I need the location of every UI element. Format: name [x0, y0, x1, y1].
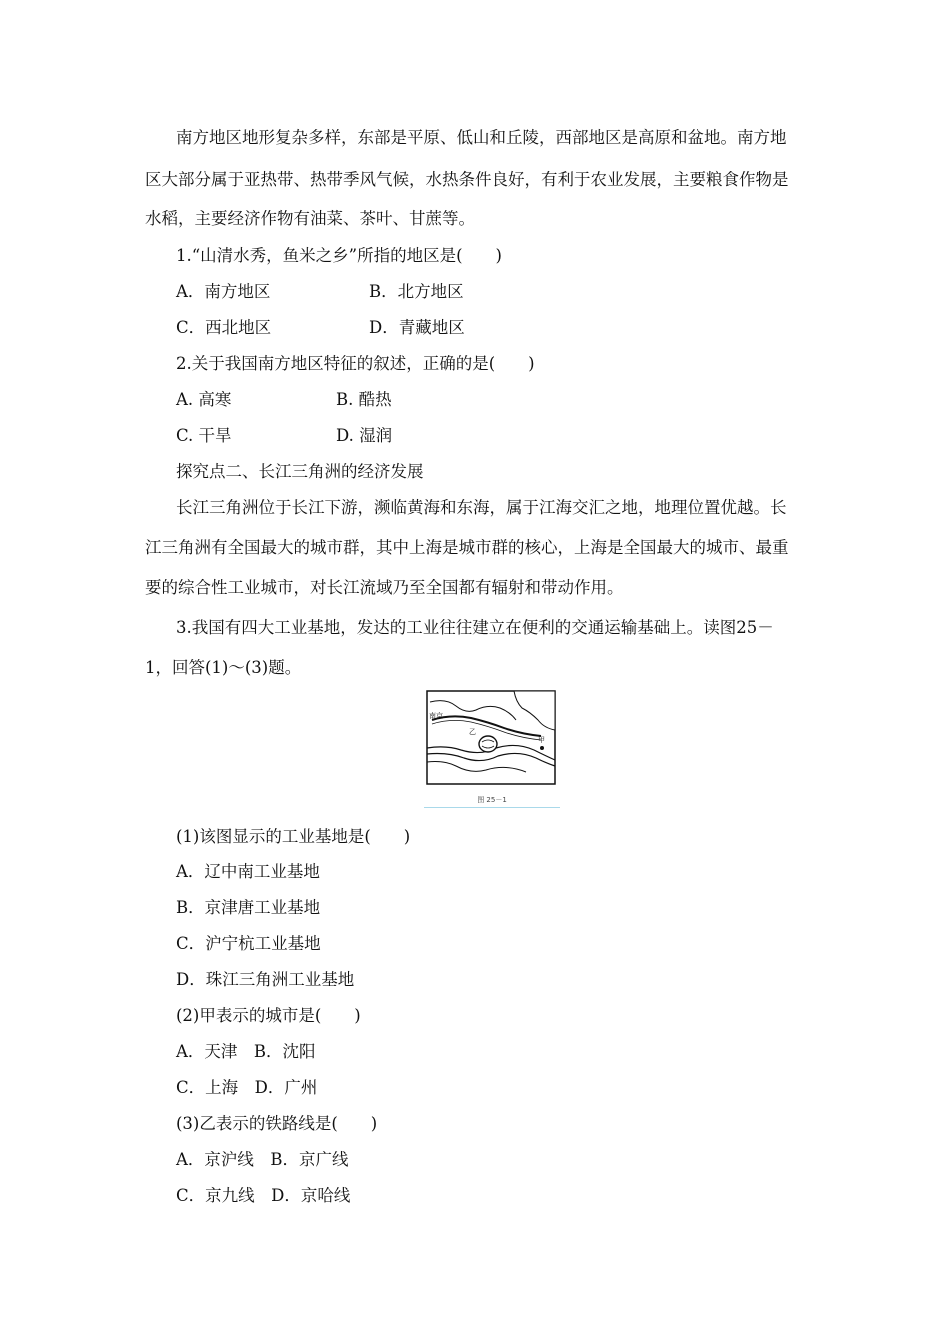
section-heading: 探究点二、长江三角洲的经济发展 [176, 462, 424, 481]
question-3-stem-line-2: 1，回答(1)～(3)题。 [145, 658, 302, 677]
sub-question-1-option-b: B．京津唐工业基地 [176, 898, 321, 917]
question-1-option-b: B．北方地区 [369, 282, 464, 301]
question-2-option-a: A. 高寒 [176, 390, 232, 409]
question-2-option-d: D. 湿润 [336, 426, 393, 445]
caption-rule [424, 807, 560, 808]
question-1-option-a: A．南方地区 [176, 282, 271, 301]
yangtze-delta-map-figure [426, 690, 556, 785]
city-jia-marker [540, 746, 544, 750]
question-1-stem: 1.“山清水秀，鱼米之乡”所指的地区是( ) [176, 246, 502, 265]
sub-question-1-option-c: C．沪宁杭工业基地 [176, 934, 321, 953]
label-yi: 乙 [469, 728, 476, 736]
intro-paragraph-line-2: 区大部分属于亚热带、热带季风气候，水热条件良好，有利于农业发展，主要粮食作物是 [145, 170, 789, 189]
question-2-option-c: C. 干旱 [176, 426, 232, 445]
question-2-option-b: B. 酷热 [336, 390, 392, 409]
sub-question-2-stem: (2)甲表示的城市是( ) [176, 1006, 361, 1025]
sub-question-3-stem: (3)乙表示的铁路线是( ) [176, 1114, 378, 1133]
sub-question-1-option-d: D．珠江三角洲工业基地 [176, 970, 355, 989]
sub-question-1-stem: (1)该图显示的工业基地是( ) [176, 827, 411, 846]
question-3-stem-line-1: 3.我国有四大工业基地，发达的工业往往建立在便利的交通运输基础上。读图25－ [176, 618, 774, 637]
intro-paragraph-line-1: 南方地区地形复杂多样，东部是平原、低山和丘陵，西部地区是高原和盆地。南方地 [176, 128, 787, 147]
sub-question-3-options-ab: A．京沪线 B．京广线 [176, 1150, 349, 1169]
yangtze-paragraph-line-1: 长江三角洲位于长江下游，濒临黄海和东海，属于江海交汇之地，地理位置优越。长 [176, 498, 787, 517]
label-nanjing: 南京 [429, 712, 443, 720]
sub-question-1-option-a: A．辽中南工业基地 [176, 862, 320, 881]
intro-paragraph-line-3: 水稻，主要经济作物有油菜、茶叶、甘蔗等。 [145, 209, 475, 228]
question-1-option-d: D．青藏地区 [369, 318, 465, 337]
figure-caption: 图 25－1 [477, 796, 507, 804]
sub-question-3-options-cd: C．京九线 D．京哈线 [176, 1186, 351, 1205]
yangtze-paragraph-line-3: 要的综合性工业城市，对长江流域乃至全国都有辐射和带动作用。 [145, 578, 624, 597]
sub-question-2-options-cd: C．上海 D．广州 [176, 1078, 318, 1097]
lake [479, 736, 497, 752]
label-jia: 甲 [538, 736, 545, 744]
question-2-stem: 2.关于我国南方地区特征的叙述，正确的是( ) [176, 354, 535, 373]
yangtze-paragraph-line-2: 江三角洲有全国最大的城市群，其中上海是城市群的核心，上海是全国最大的城市、最重 [145, 538, 789, 557]
sub-question-2-options-ab: A．天津 B．沈阳 [176, 1042, 316, 1061]
question-1-option-c: C．西北地区 [176, 318, 272, 337]
